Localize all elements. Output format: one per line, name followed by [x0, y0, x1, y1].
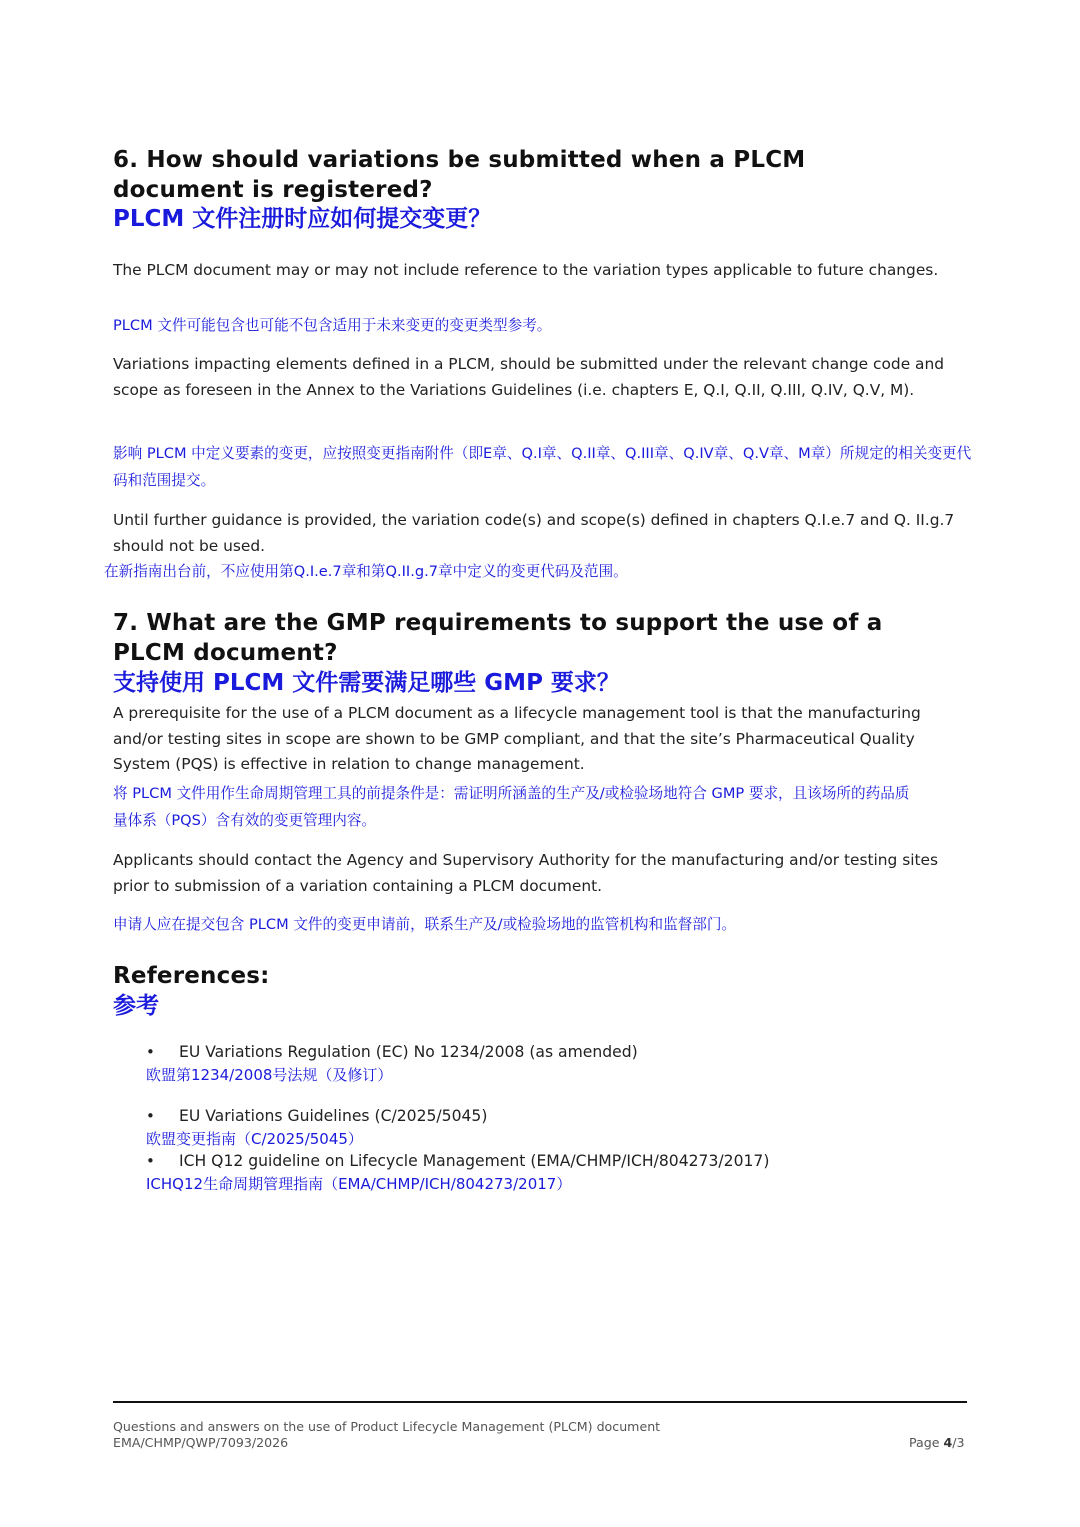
references-heading: References: — [113, 963, 270, 989]
reference-item-2-en: EU Variations Guidelines (C/2025/5045) — [179, 1107, 488, 1125]
section7-heading-zh: 支持使用 PLCM 文件需要满足哪些 GMP 要求？ — [113, 670, 620, 696]
section6-heading-zh: PLCM 文件注册时应如何提交变更？ — [113, 206, 492, 232]
references-heading-zh: 参考 — [113, 993, 159, 1019]
section7-heading-line1: 7. What are the GMP requirements to support the use of a — [113, 610, 883, 636]
section7-paragraph2-en: Applicants should contact the Agency and Supervisory Authority for the manufacturing and/or testing sites prior to submission of a variation containing a PLCM document. — [113, 851, 939, 895]
section6-paragraph1-zh: PLCM 文件可能包含也可能不包含适用于未来变更的变更类型参考。 — [113, 317, 552, 334]
page-label: Page — [909, 1435, 944, 1450]
section6-paragraph3-en: Until further guidance is provided, the variation code(s) and scope(s) defined in chapters Q.I.e.7 and Q. II.g.7 should not be used. — [113, 511, 955, 555]
footer-divider — [113, 1401, 967, 1403]
section6-paragraph2-en: Variations impacting elements defined in a PLCM, should be submitted under the relevant change code and scope as foreseen in the Annex to the Variations Guidelines (i.e. chapters E, Q.I, Q.II, Q.III, Q.IV, Q.V, M). — [113, 355, 945, 399]
section7-heading-line2: PLCM document? — [113, 640, 338, 666]
reference-item-3-en: ICH Q12 guideline on Lifecycle Management (EMA/CHMP/ICH/804273/2017) — [179, 1152, 770, 1170]
reference-item-3-zh: ICHQ12生命周期管理指南（EMA/CHMP/ICH/804273/2017） — [146, 1175, 572, 1193]
reference-bullet: • — [146, 1107, 155, 1125]
footer-document-reference: EMA/CHMP/QWP/7093/2026 — [113, 1435, 289, 1450]
page-total: /3 — [952, 1435, 965, 1450]
section7-paragraph1-zh: 将 PLCM 文件用作生命周期管理工具的前提条件是：需证明所涵盖的生产及/或检验场地符合 GMP 要求，且该场所的药品质量体系（PQS）含有效的变更管理内容。 — [113, 785, 910, 829]
reference-item-1-zh: 欧盟第1234/2008号法规（及修订） — [146, 1066, 393, 1084]
section7-paragraph1-en: A prerequisite for the use of a PLCM document as a lifecycle management tool is that the manufacturing and/or testing sites in scope are shown to be GMP compliant, and that the site’s Pharmaceutical Quality System (PQS) is effective in relation to change management. — [113, 704, 921, 773]
footer-document-title: Questions and answers on the use of Product Lifecycle Management (PLCM) document — [113, 1419, 661, 1434]
section7-paragraph2-zh: 申请人应在提交包含 PLCM 文件的变更申请前，联系生产及/或检验场地的监管机构和监督部门。 — [113, 916, 737, 933]
section6-paragraph2-zh: 影响 PLCM 中定义要素的变更，应按照变更指南附件（即E章、Q.I章、Q.II章、Q.III章、Q.IV章、Q.V章、M章）所规定的相关变更代码和范围提交。 — [113, 445, 972, 489]
reference-bullet: • — [146, 1043, 155, 1061]
section6-heading-line2: document is registered? — [113, 177, 433, 203]
page-number — [909, 1435, 965, 1451]
reference-bullet: • — [146, 1152, 155, 1170]
section6-paragraph1-en: The PLCM document may or may not include reference to the variation types applicable to future changes. — [113, 261, 939, 279]
section6-heading-line1: 6. How should variations be submitted when a PLCM — [113, 147, 806, 173]
page-current: 4 — [943, 1435, 953, 1450]
reference-item-2-zh: 欧盟变更指南（C/2025/5045） — [146, 1130, 363, 1148]
section6-paragraph3-zh: 在新指南出台前，不应使用第Q.I.e.7章和第Q.II.g.7章中定义的变更代码及范围。 — [104, 563, 628, 580]
reference-item-1-en: EU Variations Regulation (EC) No 1234/2008 (as amended) — [179, 1043, 638, 1061]
